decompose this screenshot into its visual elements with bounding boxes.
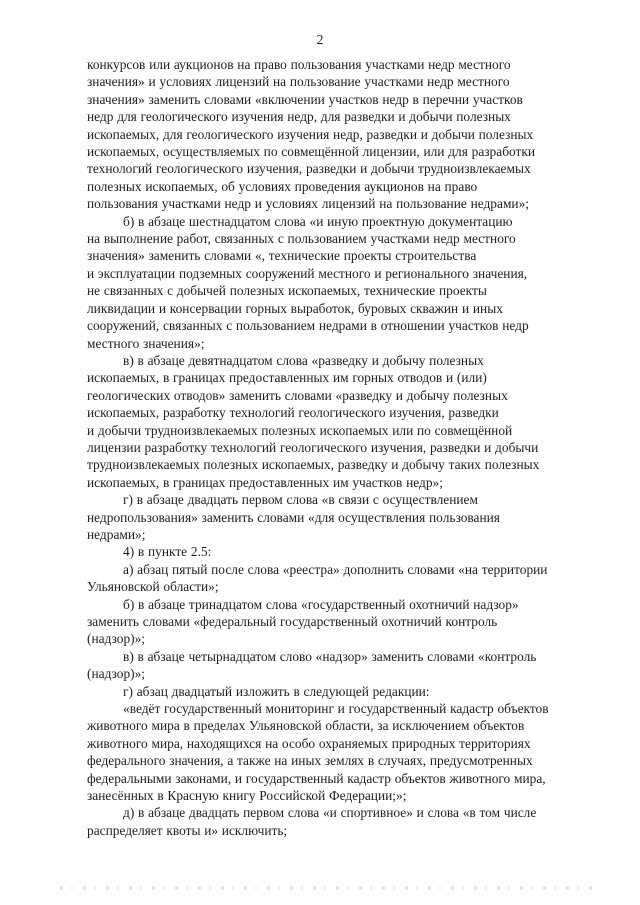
scan-artifact [60,886,600,890]
paragraph: «ведёт государственный мониторинг и государственный кадастр объектов животного мира в пределах Ульяновской области, за исключением объектов животного мира, находящихся на особо охраняемых природных территориях федерального значения, а также на иных землях в случаях, предусмотренных федеральными законами, и государственный кадастр объектов животного мира, занесённых в Красную книгу Российской Федерации;»; [87,701,549,804]
paragraph: д) в абзаце двадцать первом слова «и спортивное» и слова «в том числе распределяет квоты и» исключить; [87,805,537,838]
paragraph: в) в абзаце девятнадцатом слова «разведку и добычу полезных ископаемых, в границах предоставленных им горных отводов и (или) геологических отводов» заменить словами «разведку и добычу полезных ископаемых, разработку технологий геологического изучения, разведки и добычи трудноизвлекаемых полезных ископаемых или по совмещённой лицензии разработку технологий геологического изучения, разведки и добычи трудноизвлекаемых полезных ископаемых, разведку и добычу таких полезных ископаемых, в границах предоставленных им участков недр»; [87,352,540,490]
paragraph: конкурсов или аукционов на право пользования участками недр местного значения» и условиях лицензий на пользование участками недр местного значения» заменить словами «включении участков недр в перечни участков недр для геологического изучения недр, для разведки и добычи полезных ископаемых, для геологического изучения недр, разведки и добычи полезных ископаемых, осуществляемых по совмещённой лицензии, или для разработки технологий геологического изучения, разведки и добычи трудноизвлекаемых полезных ископаемых, об условиях проведения аукционов на право пользования участками недр и условиях лицензий на пользование недрами»; [87,57,536,212]
paragraph: г) абзац двадцатый изложить в следующей редакции: [123,683,430,699]
document-body [87,56,606,839]
paragraph: г) в абзаце двадцать первом слова «в связи с осуществлением недропользования» заменить словами «для осуществления пользования недрами»; [87,492,500,542]
paragraph: б) в абзаце тринадцатом слова «государственный охотничий надзор» заменить словами «федеральный государственный охотничий контроль (надзор)»; [87,596,519,647]
paragraph: б) в абзаце шестнадцатом слова «и иную проектную документацию на выполнение работ, связанных с пользованием участками недр местного значения» заменить словами «, технические проекты строительства и эксплуатации подземных сооружений местного и регионального значения, не связанных с добычей полезных ископаемых, технические проекты ликвидации и консервации горных выработок, буровых скважин и иных сооружений, связанных с пользованием недрами в отношении участков недр местного значения»; [87,213,529,351]
paragraph: в) в абзаце четырнадцатом слово «надзор» заменить словами «контроль (надзор)»; [87,648,537,682]
page-number: 2 [316,33,324,48]
paragraph: а) абзац пятый после слова «реестра» дополнить словами «на территории Ульяновской области»; [87,561,548,595]
paragraph: 4) в пункте 2.5: [123,544,212,560]
